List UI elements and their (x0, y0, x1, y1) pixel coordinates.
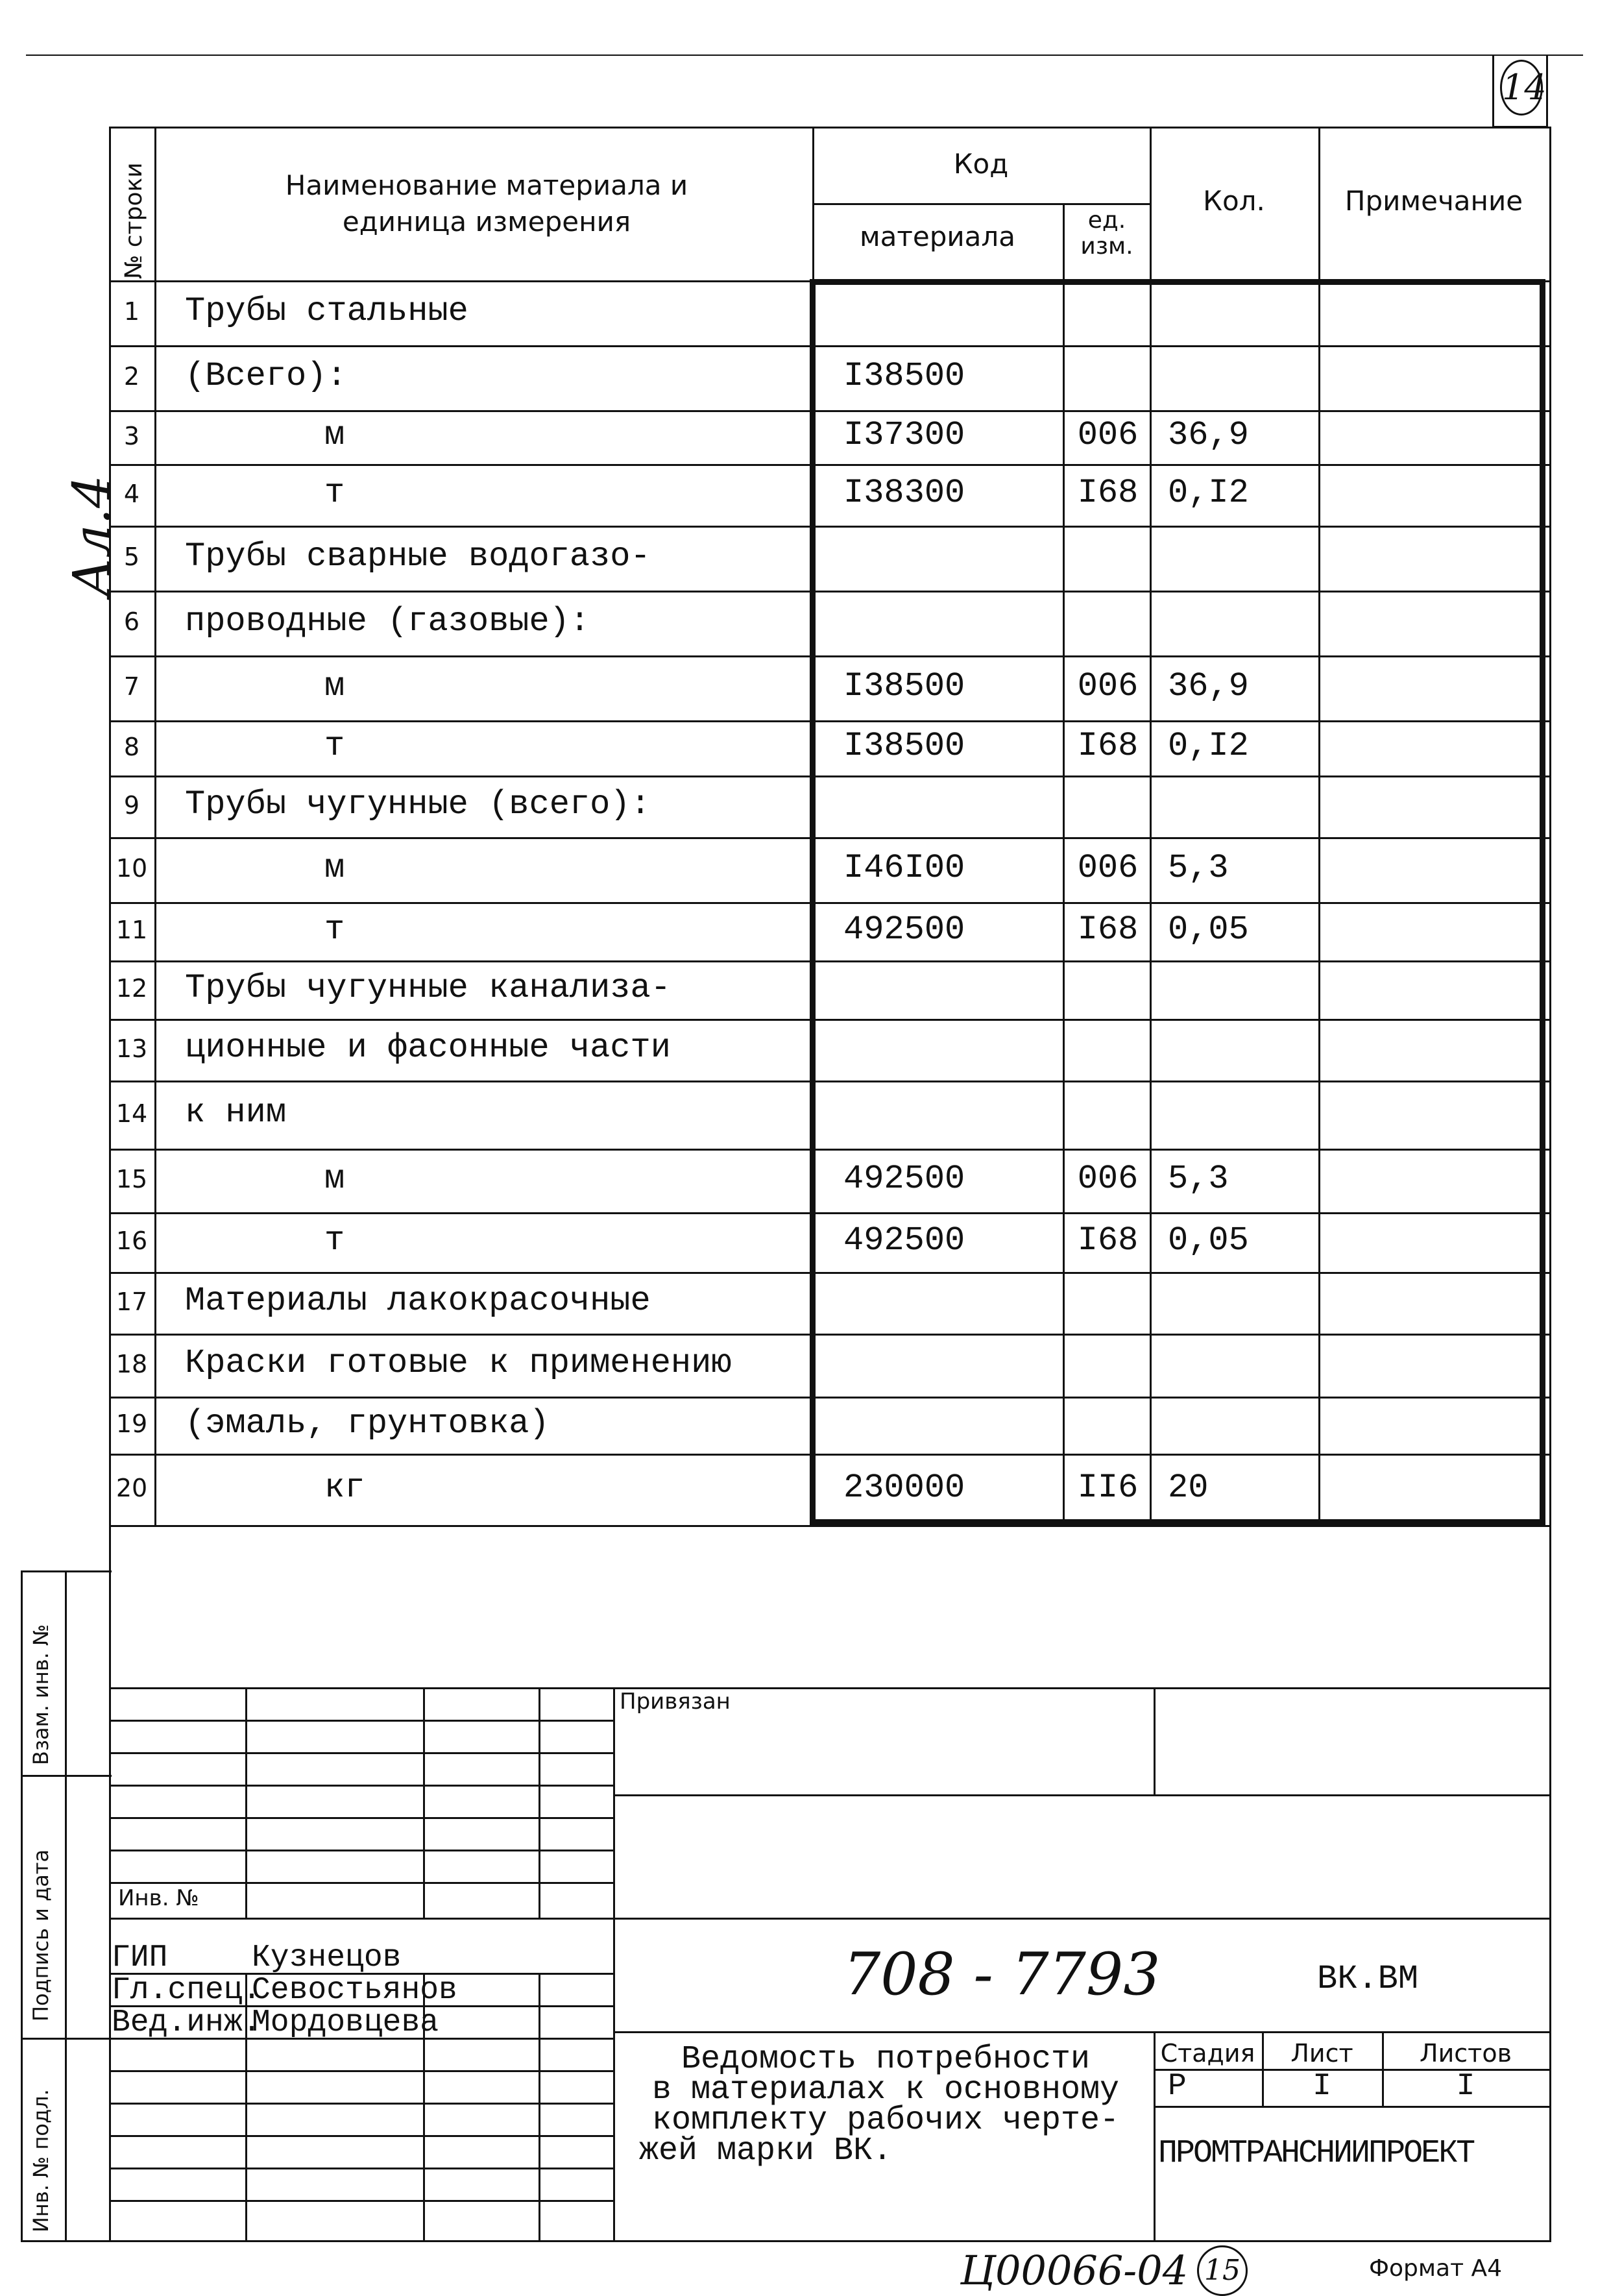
row-number: 3 (123, 421, 140, 450)
material-name: (Всего): (185, 356, 347, 395)
organization-name: ПРОМТРАНСНИИПРОЕКТ (1158, 2135, 1474, 2172)
material-name: т (324, 910, 345, 949)
format-label: Формат А4 (1369, 2255, 1503, 2282)
material-name: т (324, 727, 345, 766)
signatory-name: Кузнецов (252, 1940, 402, 1975)
sheet-label: Лист (1290, 2039, 1353, 2068)
material-name: м (324, 1159, 345, 1198)
document-mark: ВК.ВМ (1317, 1960, 1419, 1998)
row-number: 17 (115, 1287, 148, 1316)
material-code: I46I00 (843, 848, 965, 887)
material-code: I38300 (843, 474, 965, 513)
quantity: 20 (1168, 1468, 1209, 1507)
row-number: 19 (115, 1410, 148, 1439)
row-number: 10 (115, 854, 148, 883)
material-name: проводные (газовые): (185, 602, 590, 641)
material-name: Материалы лакокрасочные (185, 1282, 651, 1321)
unit-code: 006 (1077, 666, 1139, 705)
unit-code: II6 (1077, 1468, 1139, 1507)
row-number: 6 (123, 607, 140, 637)
header-note: Примечание (1344, 185, 1523, 217)
row-number: 1 (123, 297, 140, 326)
material-name: кг (324, 1468, 365, 1507)
unit-code: 006 (1077, 416, 1139, 455)
material-name: Краски готовые к применению (185, 1344, 732, 1383)
unit-code: I68 (1077, 474, 1139, 513)
quantity: 36,9 (1168, 416, 1249, 455)
material-code: 230000 (843, 1468, 965, 1507)
quantity: 0,I2 (1168, 474, 1249, 513)
signatory-name: Севостьянов (252, 1973, 457, 2008)
quantity: 0,05 (1168, 1221, 1249, 1260)
footer-code: Ц00066-04 (960, 2247, 1189, 2294)
row-number: 11 (115, 916, 148, 945)
unit-code: 006 (1077, 848, 1139, 887)
signatory-role: Вед.инж. (112, 2005, 261, 2040)
header-row-number: № строки (121, 162, 147, 279)
row-number: 15 (115, 1165, 148, 1194)
inv-number-label: Инв. № (118, 1885, 199, 1911)
label-podpis-data: Подпись и дата (29, 1849, 53, 2021)
stage-value: Р (1168, 2069, 1187, 2104)
material-code: I38500 (843, 666, 965, 705)
signatory-name: Мордовцева (252, 2005, 439, 2040)
row-number: 8 (123, 732, 140, 761)
material-name: т (324, 1221, 345, 1260)
quantity: 5,3 (1168, 848, 1229, 887)
material-code: I38500 (843, 356, 965, 395)
material-code: I37300 (843, 416, 965, 455)
row-number: 2 (123, 362, 140, 391)
sheet-mark: 14 (1500, 60, 1543, 116)
code-quantity-box (810, 279, 1545, 1525)
signatory-role: ГИП (112, 1940, 168, 1975)
row-number: 18 (115, 1349, 148, 1378)
material-name: к ним (185, 1093, 287, 1132)
quantity: 0,I2 (1168, 727, 1249, 766)
row-number: 14 (115, 1099, 148, 1128)
row-number: 16 (115, 1227, 148, 1256)
material-name: м (324, 666, 345, 705)
unit-code: I68 (1077, 727, 1139, 766)
material-name: Трубы стальные (185, 291, 468, 330)
row-number: 13 (115, 1034, 148, 1063)
material-name: Трубы чугунные канализа- (185, 968, 671, 1007)
sheets-value: I (1456, 2069, 1475, 2104)
material-name: м (324, 848, 345, 887)
unit-code: I68 (1077, 1221, 1139, 1260)
header-material-code: материала (859, 221, 1015, 252)
label-vzam-inv: Взам. инв. № (29, 1624, 53, 1765)
label-inv-podl: Инв. № подл. (29, 2089, 53, 2232)
unit-code: I68 (1077, 910, 1139, 949)
side-handwritten-mark: Ал.4 (62, 475, 122, 597)
header-unit: ед. изм. (1080, 207, 1133, 260)
quantity: 0,05 (1168, 910, 1249, 949)
stage-label: Стадия (1160, 2039, 1255, 2068)
row-number: 7 (123, 672, 140, 702)
sheets-label: Листов (1420, 2039, 1512, 2068)
signatory-role: Гл.спец. (112, 1973, 261, 2008)
row-number: 12 (115, 974, 148, 1003)
header-material-name: Наименование материала и единица измерения (285, 169, 688, 238)
quantity: 36,9 (1168, 666, 1249, 705)
material-name: м (324, 416, 345, 455)
quantity: 5,3 (1168, 1159, 1229, 1198)
document-number: 708 - 7793 (843, 1940, 1161, 2009)
footer-page: 15 (1197, 2245, 1248, 2296)
row-number: 5 (123, 543, 140, 572)
material-name: ционные и фасонные части (185, 1029, 671, 1068)
sheet-value: I (1313, 2069, 1331, 2104)
document-title: Ведомость потребности в материалах к основному комплекту рабочих черте- жей марки ВК. (639, 2041, 1120, 2169)
row-number: 20 (115, 1474, 148, 1503)
header-quantity: Кол. (1203, 185, 1265, 217)
material-code: 492500 (843, 910, 965, 949)
material-name: Трубы чугунные (всего): (185, 785, 651, 824)
material-name: т (324, 474, 345, 513)
row-number: 4 (123, 479, 140, 508)
header-code: Код (953, 148, 1009, 180)
unit-code: 006 (1077, 1159, 1139, 1198)
material-code: 492500 (843, 1159, 965, 1198)
material-code: I38500 (843, 727, 965, 766)
material-name: Трубы сварные водогазо- (185, 537, 651, 576)
material-code: 492500 (843, 1221, 965, 1260)
row-number: 9 (123, 790, 140, 820)
material-name: (эмаль, грунтовка) (185, 1404, 550, 1443)
privyazan-label: Привязан (620, 1689, 731, 1715)
